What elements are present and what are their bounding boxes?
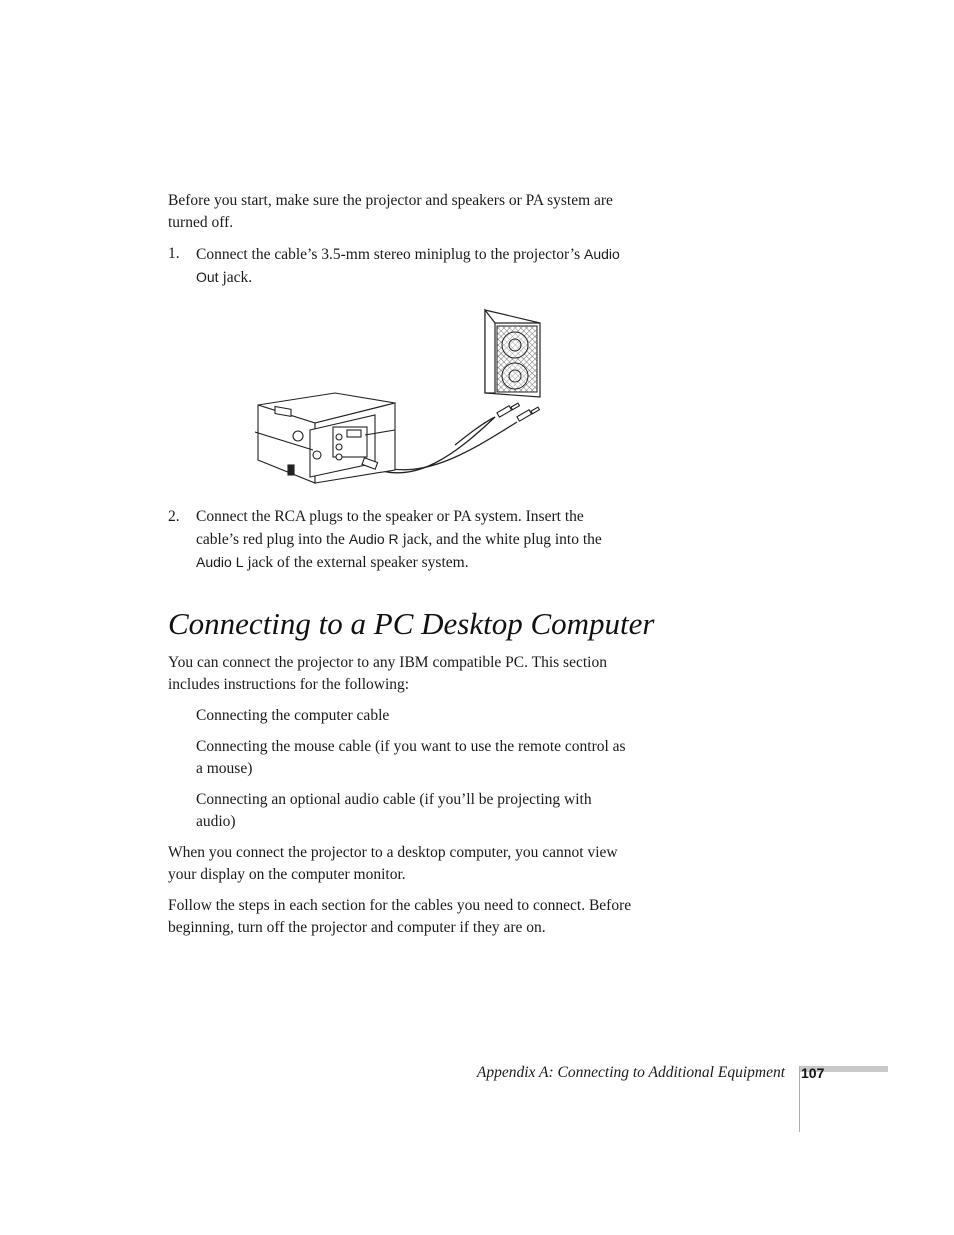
step-2 [168, 506, 628, 574]
section-heading: Connecting to a PC Desktop Computer [168, 604, 662, 644]
step-text-before: Connect the RCA plugs to the speaker or PA system. Insert the cable’s red plug into the [196, 508, 584, 548]
speaker-icon [485, 310, 540, 397]
list-item: Connecting the computer cable [196, 707, 390, 724]
step-1 [168, 243, 628, 289]
step-text [196, 506, 628, 574]
steps-note: Follow the steps in each section for the cables you need to connect. Before beginning, turn off the projector and computer if they are on. [168, 897, 632, 936]
section-intro: You can connect the projector to any IBM compatible PC. This section includes instructions for the following: [168, 654, 607, 693]
audio-l-term: Audio L [196, 554, 244, 570]
list-item: Connecting an optional audio cable (if you’ll be projecting with audio) [196, 791, 592, 830]
rca-plugs-icon [497, 403, 540, 421]
monitor-note: When you connect the projector to a desktop computer, you cannot view your display on the computer monitor. [168, 844, 618, 883]
step-text-middle: jack, and the white plug into the [398, 531, 602, 548]
step-number: 2. [168, 508, 180, 525]
footer-rule [799, 1066, 800, 1132]
audio-out-term: Audio Out [196, 246, 620, 285]
running-footer: Appendix A: Connecting to Additional Equipment [476, 1064, 785, 1081]
step-text-after: jack. [218, 269, 253, 286]
intro-paragraph: Before you start, make sure the projector and speakers or PA system are turned off. [168, 192, 613, 231]
projector-icon [255, 393, 395, 483]
audio-r-term: Audio R [348, 531, 399, 547]
list-item: Connecting the mouse cable (if you want to use the remote control as a mouse) [196, 738, 626, 777]
page-number: 107 [801, 1065, 825, 1081]
step-text-before: Connect the cable’s 3.5-mm stereo miniplug to the projector’s [196, 246, 584, 263]
step-text-after: jack of the external speaker system. [243, 554, 469, 571]
projector-speaker-illustration [255, 305, 545, 485]
step-number: 1. [168, 245, 180, 262]
step-text [196, 243, 628, 289]
